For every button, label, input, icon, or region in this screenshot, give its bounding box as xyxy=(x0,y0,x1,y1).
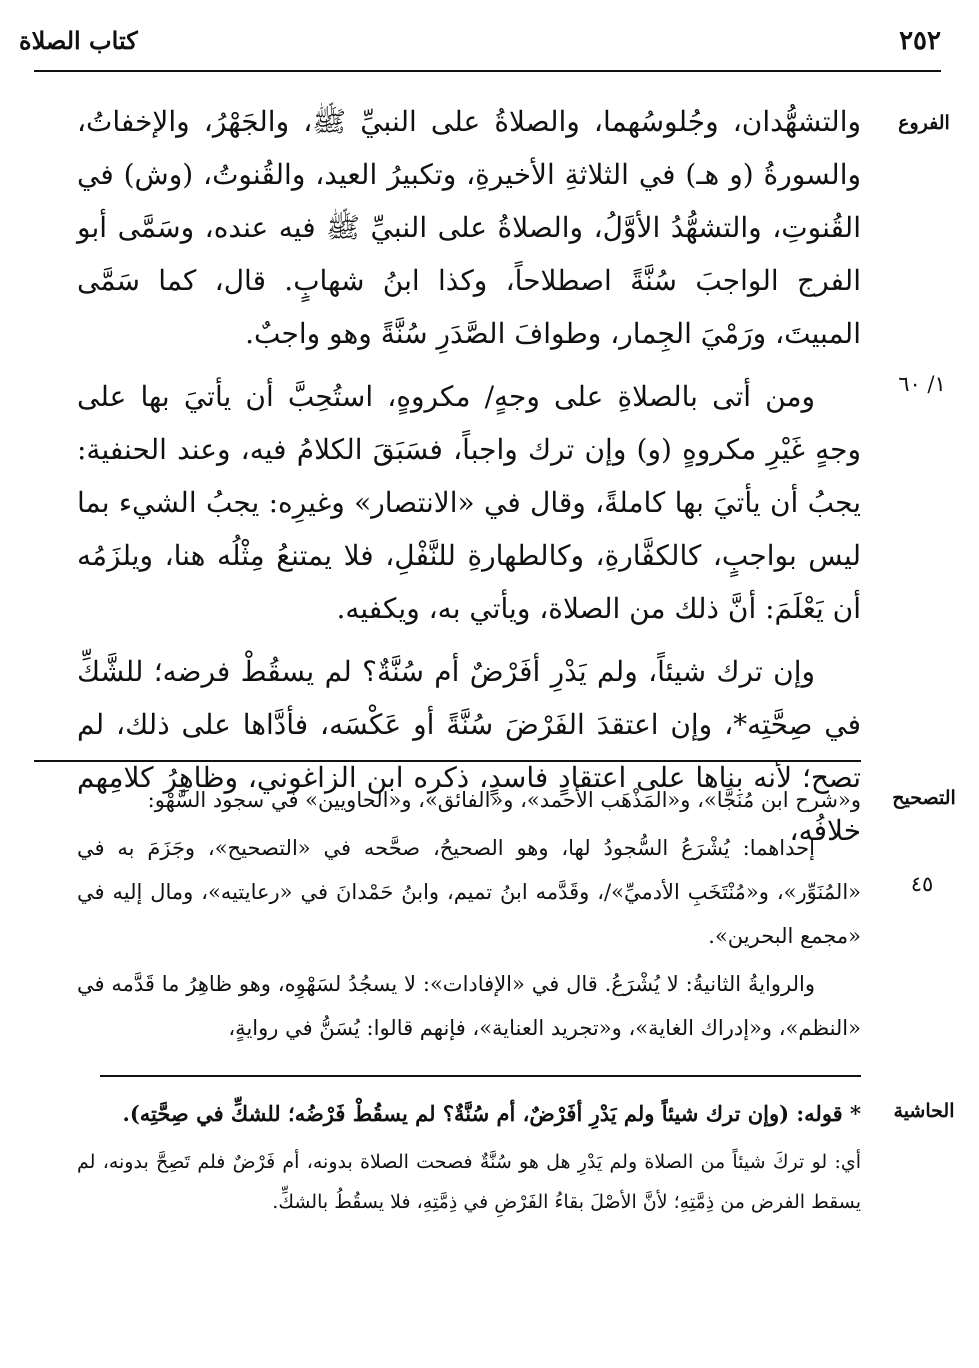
header-divider xyxy=(34,70,941,72)
furu-paragraph: وإن ترك شيئاً، ولم يَدْرِ أفَرْضٌ أم سُنَّةٌ؟ لم يسقُطْ فرضه؛ للشَّكِّ في صِحَّتِه*، وإن اعتقدَ الفَرْضَ سُنَّةً أو عَكْسَه، فأدَّاها على ذلك، لم تصح؛ لأنه بناها على اعتقادٍ فاسدٍ، ذكره ابن الزاغوني، وظاهِرُ كلامِهم خلافُه، xyxy=(77,655,862,847)
furu-text xyxy=(77,95,861,857)
margin-label-furu: الفروع xyxy=(898,112,950,134)
tashih-paragraph: والروايةُ الثانيةُ: لا يُشْرَعُ. قال في «الإفادات»: لا يسجُدُ لسَهْوِه، وهو ظاهِرُ ما قَدَّمه في «النظم»، و«إدراك الغاية»، و«تجريد العناية»، فإنهم قالوا: يُسَنُّ في روايةٍ، xyxy=(77,972,861,1040)
furu-paragraph: ومن أتى بالصلاةِ على وجهٍ/ مكروهٍ، استُحِبَّ أن يأتيَ بها على وجهٍ غَيْرِ مكروهٍ (و) وإن ترك واجباً، فسَبَقَ الكلامُ فيه، وعند الحنفية: يجبُ أن يأتيَ بها كاملةً، وقال في «الانتصار» وغيرِه: يجبُ الشيء بما ليس بواجبٍ، كالكفَّارةِ، وكالطهارةِ للنَّفْلِ، فلا يمتنعُ مِثْلُه هنا، ويلزَمُه أن يَعْلَمَ: أنَّ ذلك من الصلاة، ويأتي به، ويكفيه. xyxy=(77,380,861,625)
running-head-title: كتاب الصلاة xyxy=(19,26,138,55)
margin-ref-volume-page: ١/ ٦٠ xyxy=(898,372,946,396)
hashiya-heading-line: * قوله: (وإن ترك شيئاً ولم يَدْرِ أفَرْضٌ، أم سُنَّةٌ؟ لم يسقُطْ فَرْضُه؛ للشكِّ في صِحَّتِه). xyxy=(122,1101,861,1126)
tashih-text xyxy=(77,778,861,1050)
margin-label-tashih: التصحيح xyxy=(892,787,956,809)
tashih-line: و«شرح ابن مُنَجَّا»، و«المَذْهَب الأحمد»، و«الفائق»، و«الحاويين» في سجود السَّهْو: xyxy=(147,788,861,812)
margin-label-hashiya: الحاشية xyxy=(893,1100,955,1122)
margin-ref-page: ٤٥ xyxy=(910,872,934,896)
footnote-divider xyxy=(100,1075,861,1077)
section-divider xyxy=(34,760,861,762)
hashiya-paragraph: أي: لو تركَ شيئاً من الصلاة ولم يَدْرِ هل هو سُنَّةٌ فصحت الصلاة بدونه، أم فَرْضٌ فلم تَصِحَّ بدونه، لم يسقط الفرض من ذِمَّتِهِ؛ لأنَّ الأصْلَ بقاءُ الفَرْضِ في ذِمَّتِهِ، فلا يسقُطُ بالشكِّ. xyxy=(77,1151,861,1213)
tashih-paragraph: إحداهما: يُشْرَعُ السُّجودُ لها، وهو الصحيحُ، صحَّحه في «التصحيح»، وجَزَمَ به في «المُنَوِّر»، و«مُنْتَخَبِ الأدميِّ»/، وقَدَّمه ابنُ تميم، وابنُ حَمْدانَ في «رعايتيه»، ومال إليه في «مجمع البحرين». xyxy=(77,836,861,948)
hashiya-text xyxy=(77,1092,861,1222)
furu-paragraph: والتشهُّدان، وجُلوسُهما، والصلاةُ على النبيِّ ﷺ، والجَهْرُ، والإخفاتُ، والسورةُ (و هـ) في الثلاثةِ الأخيرةِ، وتكبيرُ العيد، والقُنوتُ، (وش) في القُنوتِ، والتشهُّدُ الأوَّلُ، والصلاةُ على النبيِّ ﷺ فيه عنده، وسَمَّى أبو الفرج الواجبَ سُنَّةً اصطلاحاً، وكذا ابنُ شهابٍ. قال، كما سَمَّى المبيتَ، ورَمْيَ الجِمار، وطوافَ الصَّدَرِ سُنَّةً وهو واجبٌ. xyxy=(77,105,861,350)
page-number: ٢٥٢ xyxy=(899,26,941,56)
